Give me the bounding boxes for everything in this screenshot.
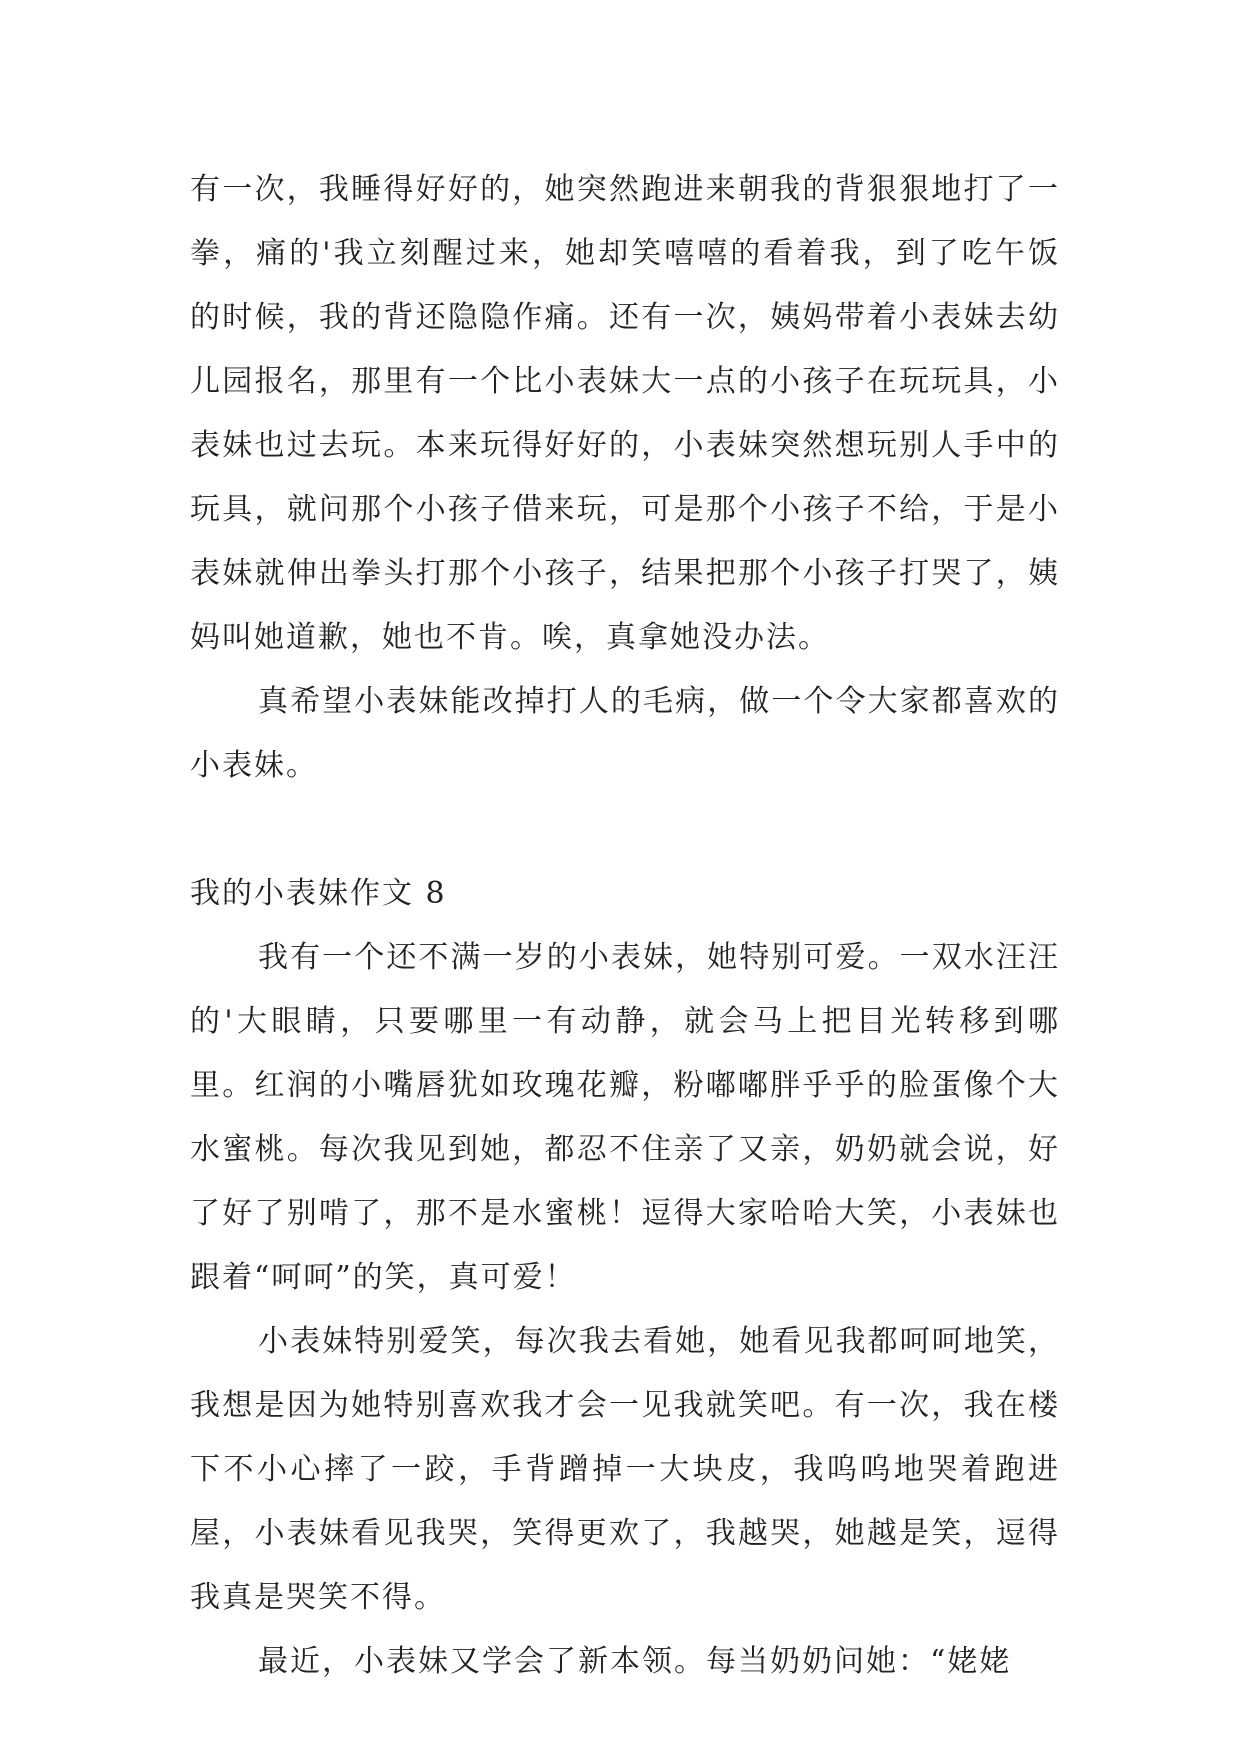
paragraph-5: 最近，小表妹又学会了新本领。每当奶奶问她：“姥姥 — [258, 1644, 1012, 1679]
section-spacer — [190, 798, 1060, 862]
paragraph-2: 真希望小表妹能改掉打人的毛病，做一个令大家都喜欢的小表妹。 — [190, 684, 1060, 783]
document-body — [190, 158, 1060, 1694]
section-title: 我的小表妹作文 8 — [190, 876, 447, 911]
paragraph-1: 有一次，我睡得好好的，她突然跑进来朝我的背狠狠地打了一拳，痛的'我立刻醒过来，她却笑嘻嘻的看着我，到了吃午饭的时候，我的背还隐隐作痛。还有一次，姨妈带着小表妹去幼儿园报名，那里有一个比小表妹大一点的小孩子在玩玩具，小表妹也过去玩。本来玩得好好的，小表妹突然想玩别人手中的玩具，就问那个小孩子借来玩，可是那个小孩子不给，于是小表妹就伸出拳头打那个小孩子，结果把那个小孩子打哭了，姨妈叫她道歉，她也不肯。唉，真拿她没办法。 — [190, 172, 1060, 655]
paragraph-3: 我有一个还不满一岁的小表妹，她特别可爱。一双水汪汪的'大眼睛，只要哪里一有动静，就会马上把目光转移到哪里。红润的小嘴唇犹如玫瑰花瓣，粉嘟嘟胖乎乎的脸蛋像个大水蜜桃。每次我见到她，都忍不住亲了又亲，奶奶就会说，好了好了别啃了，那不是水蜜桃！逗得大家哈哈大笑，小表妹也跟着“呵呵”的笑，真可爱！ — [190, 940, 1060, 1295]
paragraph-4: 小表妹特别爱笑，每次我去看她，她看见我都呵呵地笑，我想是因为她特别喜欢我才会一见我就笑吧。有一次，我在楼下不小心摔了一跤，手背蹭掉一大块皮，我呜呜地哭着跑进屋，小表妹看见我哭，笑得更欢了，我越哭，她越是笑，逗得我真是哭笑不得。 — [190, 1324, 1060, 1615]
